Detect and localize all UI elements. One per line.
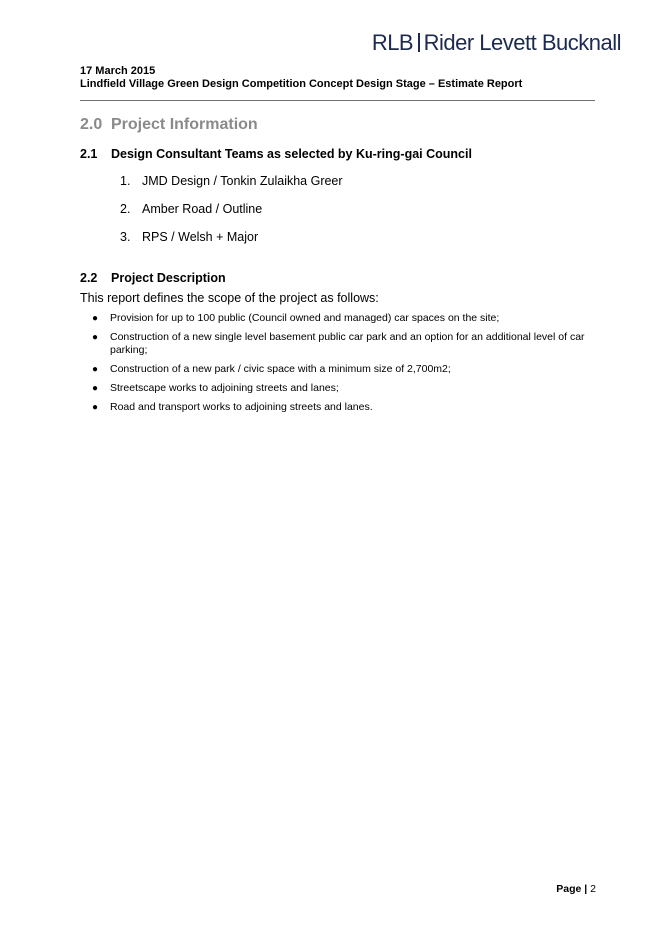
bullet-icon: ● [92,364,99,375]
list-item-number: 2. [120,202,131,216]
description-intro: This report defines the scope of the project as follows: [80,291,379,305]
consultant-team-list [120,174,343,258]
bullet-item [92,363,597,376]
report-date: 17 March 2015 [80,65,156,77]
report-title: Lindfield Village Green Design Competition Concept Design Stage – Estimate Report [80,78,523,90]
section-number: 2.0 [80,116,103,133]
list-item-text: JMD Design / Tonkin Zulaikha Greer [142,174,343,188]
subsection-title: Project Description [111,271,226,285]
subsection-title: Design Consultant Teams as selected by Ku-ring-gai Council [111,147,472,161]
list-item [120,202,343,230]
list-item-number: 1. [120,174,131,188]
bullet-item [92,331,597,357]
bullet-icon: ● [92,313,99,324]
company-logo [372,30,621,56]
page-number: 2 [590,883,596,895]
scope-bullet-list [92,312,597,420]
subsection-heading-description [80,271,226,285]
list-item-text: Amber Road / Outline [142,202,263,216]
list-item [120,174,343,202]
logo-mark: RLB [371,30,414,55]
bullet-text: Road and transport works to adjoining streets and lanes. [110,401,373,413]
subsection-number: 2.1 [80,147,98,161]
list-item-text: RPS / Welsh + Major [142,230,259,244]
logo-text: Rider Levett Bucknall [423,30,621,55]
list-item-number: 3. [120,230,131,244]
subsection-heading-consultants [80,147,472,161]
bullet-text: Construction of a new single level basement public car park and an option for an additional level of car parking; [110,331,585,356]
bullet-text: Streetscape works to adjoining streets and lanes; [110,382,339,394]
bullet-text: Provision for up to 100 public (Council owned and managed) car spaces on the site; [110,312,500,324]
page-label: Page | [556,883,588,895]
list-item [120,230,343,258]
logo-separator [418,33,420,52]
page-footer [556,883,596,895]
bullet-icon: ● [92,402,99,413]
bullet-icon: ● [92,383,99,394]
section-heading [80,116,258,134]
bullet-item [92,382,597,395]
bullet-icon: ● [92,332,99,343]
header-divider [80,100,595,101]
bullet-item [92,312,597,325]
bullet-text: Construction of a new park / civic space with a minimum size of 2,700m2; [110,363,451,375]
section-title: Project Information [111,116,258,133]
subsection-number: 2.2 [80,271,98,285]
bullet-item [92,401,597,414]
